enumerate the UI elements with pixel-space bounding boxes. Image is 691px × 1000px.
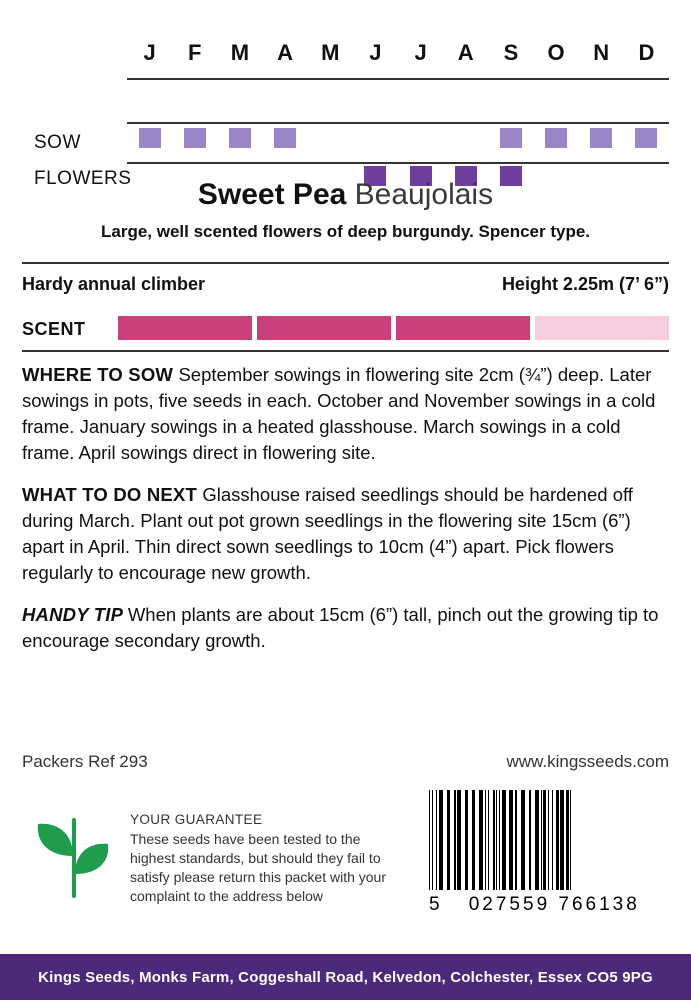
barcode-digits: [429, 894, 669, 916]
barcode-bar: [571, 790, 572, 890]
leaf-logo-icon: [28, 812, 118, 902]
page-title: [0, 178, 691, 212]
calendar-month-10: O: [547, 40, 565, 65]
calendar-row-label-sow: SOW: [34, 132, 81, 153]
instruction-text-2: Glasshouse raised seedlings should be hardened off during March. Plant out pot grown seedlings in the flowering site 15cm (6”) apart in April. Thin direct sown seedlings to 10cm (4”) apart. Pick flowers regularly to encourage new growth.: [22, 484, 633, 583]
calendar-month-6: J: [369, 40, 382, 65]
calendar-month-2: F: [188, 40, 202, 65]
plant-name: Sweet Pea: [197, 178, 347, 211]
sowing-calendar: [0, 40, 691, 189]
calendar-month-7: J: [414, 40, 427, 65]
calendar-cell-sow-J-1: [139, 128, 161, 148]
instruction-text-3: When plants are about 15cm (6”) tall, pinch out the growing tip to encourage secondary growth.: [22, 604, 659, 651]
calendar-row-label-flowers: FLOWERS: [34, 168, 132, 189]
guarantee-title: YOUR GUARANTEE: [130, 812, 263, 827]
divider-above-info: [22, 262, 669, 264]
barcode-number: 027559 766138: [468, 894, 640, 915]
calendar-month-9: S: [503, 40, 519, 65]
scent-bar-1: [118, 316, 252, 340]
calendar-cell-sow-D-12: [635, 128, 657, 148]
calendar-month-5: M: [321, 40, 340, 65]
plant-height: Height 2.25m (7’ 6”): [501, 274, 669, 294]
calendar-month-headers: [127, 40, 669, 72]
barcode: [429, 790, 669, 916]
plant-habit: Hardy annual climber: [22, 274, 206, 294]
instruction-heading-1: WHERE TO SOW: [22, 364, 179, 385]
instruction-text-1: September sowings in flowering site 2cm (¾”) deep. Later sowings in pots, five seeds in each. October and November sowings in a cold frame. January sowings in a heated glasshouse. March sowings in a cold frame. April sowings direct in flowering site.: [22, 364, 656, 463]
guarantee-text: These seeds have been tested to the highest standards, but should they fail to satisfy please return this packet with your complaint to the address below: [130, 831, 387, 904]
instructions: [22, 362, 671, 670]
calendar-rule-top: [127, 78, 669, 80]
divider-below-scent: [22, 350, 669, 352]
calendar-month-12: D: [638, 40, 655, 65]
instruction-heading-2: WHAT TO DO NEXT: [22, 484, 203, 505]
plant-info-row: [22, 274, 669, 295]
calendar-cell-sow-O-10: [545, 128, 567, 148]
scent-label: SCENT: [22, 319, 86, 339]
calendar-month-3: M: [230, 40, 250, 65]
packers-ref: Packers Ref 293: [22, 752, 148, 771]
instruction-heading-3: HANDY TIP: [22, 604, 128, 625]
scent-bar-2: [257, 316, 391, 340]
scent-rating: [22, 316, 669, 344]
plant-subtitle: Large, well scented flowers of deep burgundy. Spencer type.: [100, 222, 590, 241]
calendar-cell-sow-F-2: [184, 128, 206, 148]
calendar-month-11: N: [593, 40, 610, 65]
calendar-month-4: A: [277, 40, 294, 65]
instruction-section-2: [22, 482, 671, 586]
calendar-month-8: A: [457, 40, 474, 65]
calendar-cell-sow-N-11: [590, 128, 612, 148]
calendar-cell-sow-A-4: [274, 128, 296, 148]
instruction-section-3: [22, 602, 671, 654]
calendar-cell-sow-M-3: [229, 128, 251, 148]
scent-bars: [118, 316, 669, 340]
calendar-cells-sow: [127, 128, 669, 168]
website-link[interactable]: www.kingsseeds.com: [506, 752, 669, 771]
plant-variety: Beaujolais: [354, 178, 494, 211]
barcode-bars: [429, 790, 669, 890]
barcode-lead-digit: 5: [429, 894, 440, 915]
scent-bar-4: [535, 316, 669, 340]
calendar-month-1: J: [143, 40, 156, 65]
guarantee-block: [130, 812, 400, 906]
address-bar: Kings Seeds, Monks Farm, Coggeshall Road, Kelvedon, Colchester, Essex CO5 9PG: [0, 954, 691, 1000]
calendar-cell-sow-S-9: [500, 128, 522, 148]
instruction-section-1: [22, 362, 671, 466]
scent-bar-3: [396, 316, 530, 340]
calendar-rule-middle: [127, 122, 669, 124]
